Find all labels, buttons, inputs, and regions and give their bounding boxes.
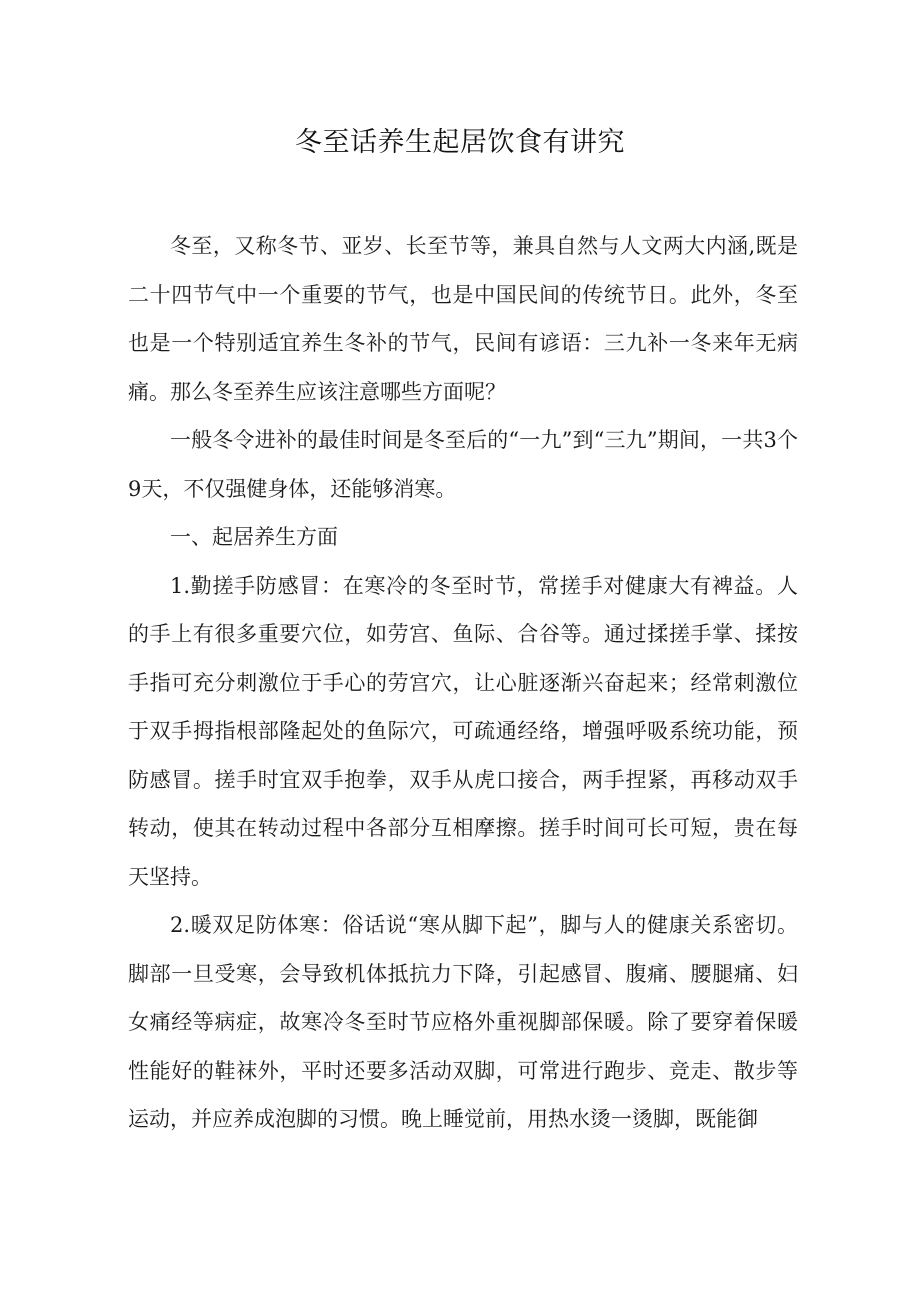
document-body — [128, 222, 798, 1144]
paragraph-warm-feet: 2.暖双足防体寒：俗话说“寒从脚下起”，脚与人的健康关系密切。脚部一旦受寒，会导致机体抵抗力下降，引起感冒、腹痛、腰腿痛、妇女痛经等病症，故寒冷冬至时节应格外重视脚部保暖。除了要穿着保暖性能好的鞋袜外，平时还要多活动双脚，可常进行跑步、竞走、散步等运动，并应养成泡脚的习惯。晚上睡觉前，用热水烫一烫脚，既能御 — [128, 913, 798, 1131]
paragraph-rub-hands: 1.勤搓手防感冒：在寒冷的冬至时节，常搓手对健康大有裨益。人的手上有很多重要穴位，如劳宫、鱼际、合谷等。通过揉搓手掌、揉按手指可充分刺激位于手心的劳宫穴，让心脏逐渐兴奋起来；经常刺激位于双手拇指根部隆起处的鱼际穴，可疏通经络，增强呼吸系统功能，预防感冒。搓手时宜双手抱拳，双手从虎口接合，两手捏紧，再移动双手转动，使其在转动过程中各部分互相摩擦。搓手时间可长可短，贵在每天坚持。 — [128, 573, 798, 889]
paragraph-intro: 冬至，又称冬节、亚岁、长至节等，兼具自然与人文两大内涵,既是二十四节气中一个重要的节气，也是中国民间的传统节日。此外，冬至也是一个特别适宜养生冬补的节气，民间有谚语：三九补一冬来年无病痛。那么冬至养生应该注意哪些方面呢？ — [128, 234, 798, 404]
paragraph-best-time: 一般冬令进补的最佳时间是冬至后的“一九”到“三九”期间，一共3个9天，不仅强健身体，还能够消寒。 — [128, 428, 798, 501]
document-title: 冬至话养生起居饮食有讲究 — [295, 127, 625, 158]
section-heading-living: 一、起居养生方面 — [170, 525, 338, 549]
